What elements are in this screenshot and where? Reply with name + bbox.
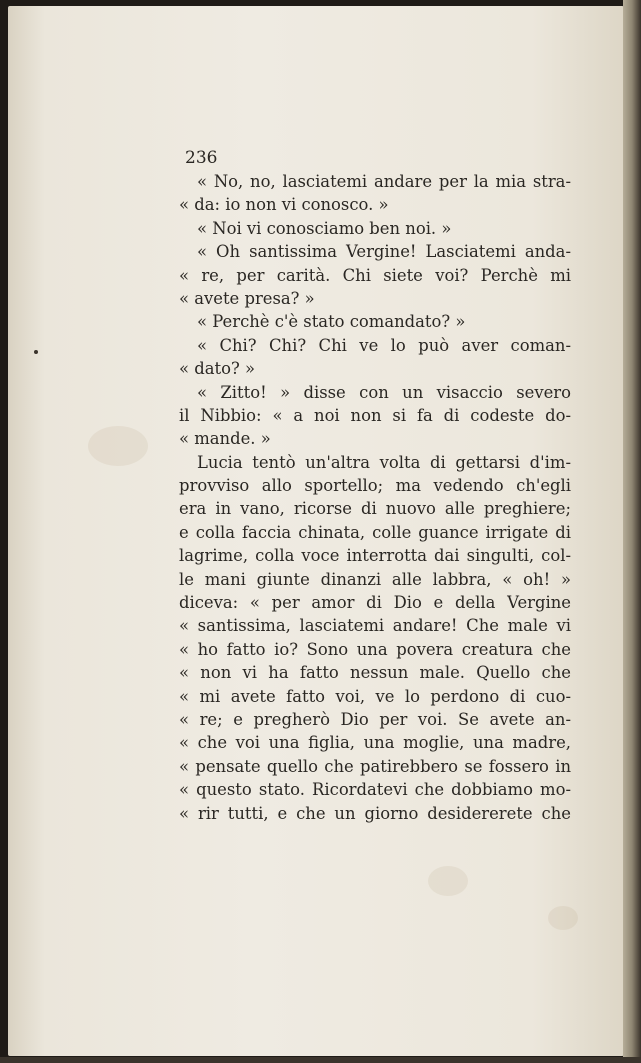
page-number: 236 [185,148,218,168]
text-line: lagrime, colla voce interrotta dai singulti, col- [179,546,571,566]
text-line: « mi avete fatto voi, ve lo perdono di cuo- [179,686,571,706]
text-line: « avete presa? » [179,288,315,308]
page-text [179,146,571,825]
text-line: « mande. » [179,429,271,449]
text-line: « re; e pregherò Dio per voi. Se avete an- [179,709,571,729]
paper-stain [88,426,148,466]
text-line: il Nibbio: « a noi non si fa di codeste do- [179,405,571,425]
text-line: « da: io non vi conosco. » [179,195,389,215]
text-line: « Noi vi conosciamo ben noi. » [197,218,452,238]
paper-stain [548,906,578,930]
text-line: « Oh santissima Vergine! Lasciatemi anda- [197,242,571,262]
book-gutter-edge [623,0,641,1063]
text-line: « Chi? Chi? Chi ve lo può aver coman- [197,335,571,355]
text-line: provviso allo sportello; ma vedendo ch'egli [179,476,571,496]
text-line: e colla faccia chinata, colle guance irrigate di [179,522,571,542]
text-line: « pensate quello che patirebbero se fossero in [179,756,571,776]
text-line: « ho fatto io? Sono una povera creatura che [179,639,571,659]
text-line: « santissima, lasciatemi andare! Che male vi [179,616,571,636]
text-line: « questo stato. Ricordatevi che dobbiamo mo- [179,780,571,800]
text-line: « No, no, lasciatemi andare per la mia stra- [197,172,571,191]
text-line: le mani giunte dinanzi alle labbra, « oh! » [179,569,571,589]
paper-stain [428,866,468,896]
text-line: « re, per carità. Chi siete voi? Perchè mi [179,265,571,285]
text-line: Lucia tentò un'altra volta di gettarsi d'im- [197,452,571,472]
text-line: « rir tutti, e che un giorno desidererete che [179,803,571,823]
ink-speck [34,350,38,354]
text-line: « dato? » [179,359,255,379]
text-line: « Perchè c'è stato comandato? » [197,312,466,332]
text-line: « Zitto! » disse con un visaccio severo [197,382,571,402]
text-line: diceva: « per amor di Dio e della Vergine [179,593,571,613]
book-bottom-edge [0,1057,641,1063]
text-line: « che voi una figlia, una moglie, una madre, [179,733,571,753]
text-line: era in vano, ricorse di nuovo alle preghiere; [179,499,571,519]
text-line: « non vi ha fatto nessun male. Quello che [179,663,571,683]
